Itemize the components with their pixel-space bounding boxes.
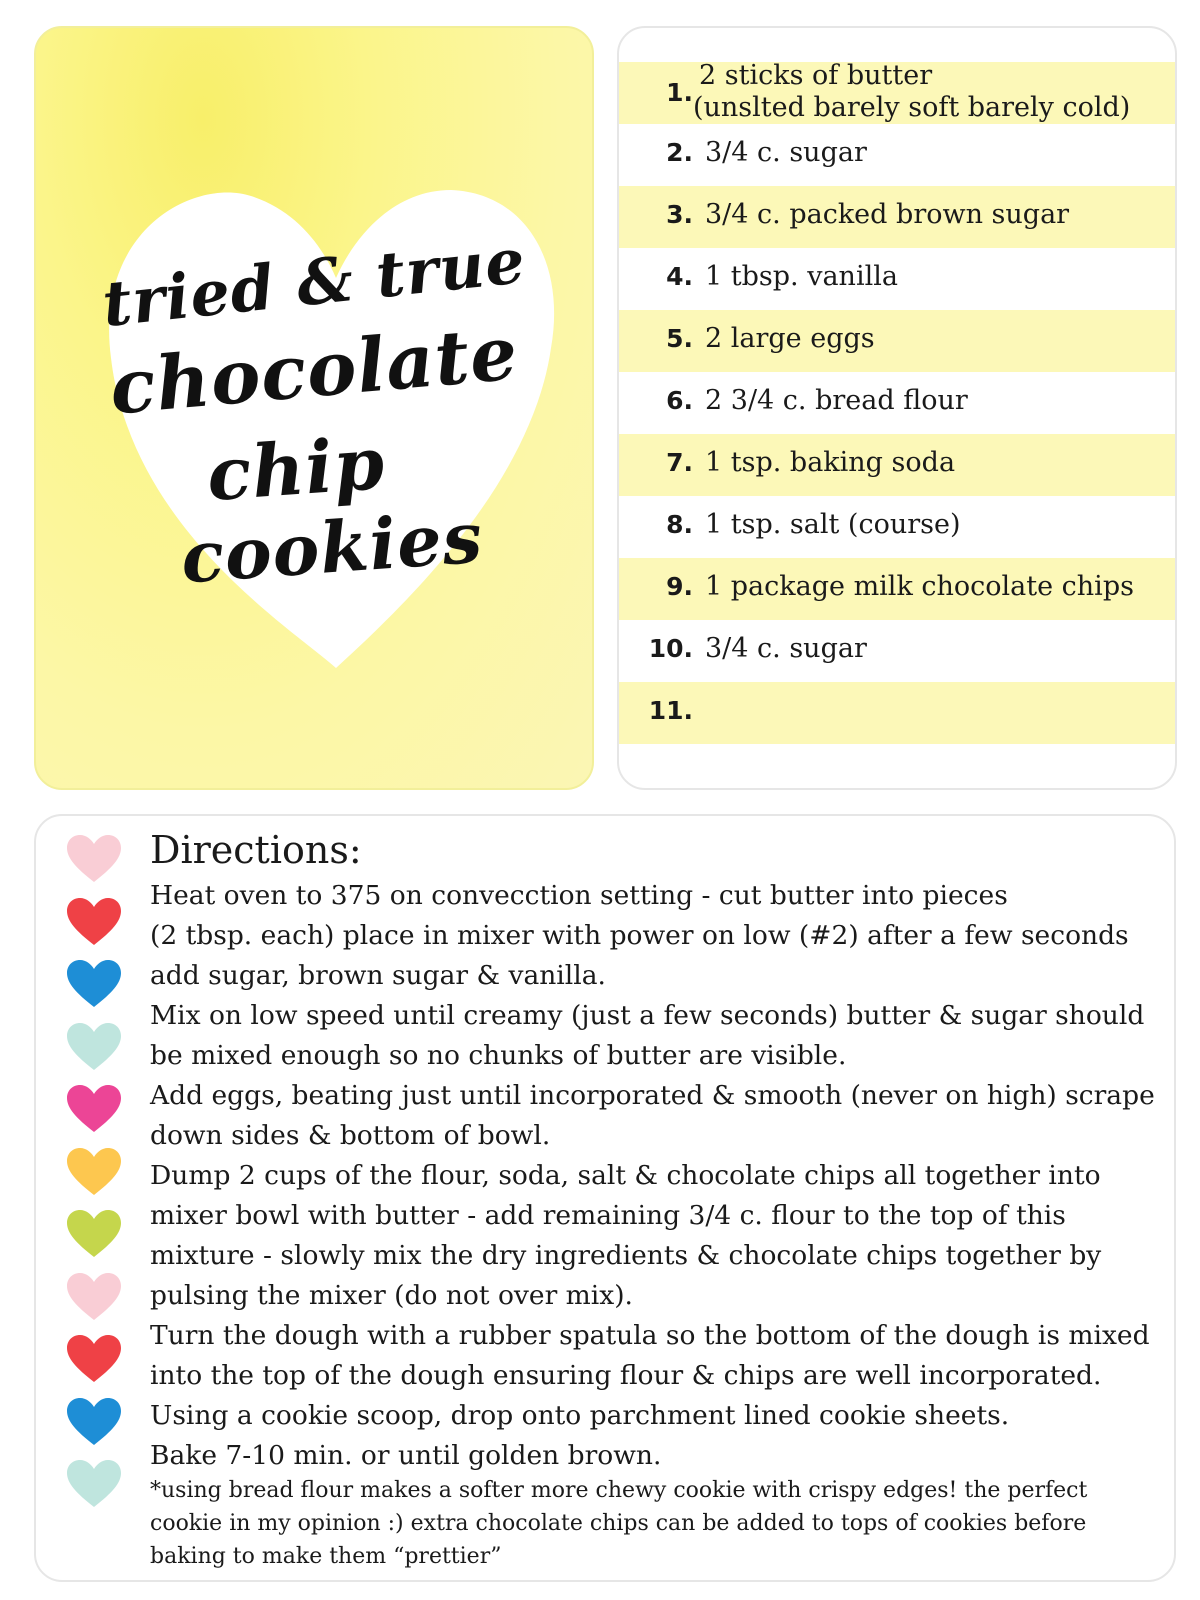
ingredient-text: 2 3/4 c. bread flour xyxy=(705,385,968,416)
ingredient-row xyxy=(619,248,1175,310)
heart-icon xyxy=(66,834,122,884)
ingredient-text: 1 tsp. salt (course) xyxy=(705,509,961,540)
ingredient-row xyxy=(619,62,1175,124)
ingredient-number: 2. xyxy=(666,138,693,167)
ingredient-text: 2 sticks of butter xyxy=(699,60,933,91)
ingredient-number: 3. xyxy=(666,200,693,229)
direction-line: Add eggs, beating just until incorporated & smooth (never on high) scrape xyxy=(150,1080,1155,1111)
direction-line: Bake 7-10 min. or until golden brown. xyxy=(150,1440,662,1471)
ingredient-number: 4. xyxy=(666,262,693,291)
ingredient-number: 10. xyxy=(648,634,693,663)
direction-line: Heat oven to 375 on convecction setting - cut butter into pieces xyxy=(150,880,1008,911)
direction-line: mixture - slowly mix the dry ingredients & chocolate chips together by xyxy=(150,1240,1102,1271)
heart-icon xyxy=(66,1084,122,1134)
heart-icon xyxy=(66,1334,122,1384)
ingredient-text: 3/4 c. sugar xyxy=(705,137,867,168)
ingredient-text: 2 large eggs xyxy=(705,323,875,354)
ingredient-number: 5. xyxy=(666,324,693,353)
direction-line: pulsing the mixer (do not over mix). xyxy=(150,1280,633,1311)
direction-line: down sides & bottom of bowl. xyxy=(150,1120,551,1151)
ingredient-row xyxy=(619,496,1175,558)
heart-icon xyxy=(66,1272,122,1322)
ingredient-row xyxy=(619,310,1175,372)
ingredient-text: 3/4 c. packed brown sugar xyxy=(705,199,1070,230)
ingredient-row xyxy=(619,124,1175,186)
note-line: *using bread flour makes a softer more chewy cookie with crispy edges! the perfect xyxy=(150,1478,1088,1503)
ingredient-row xyxy=(619,682,1175,744)
ingredient-number: 1. xyxy=(666,78,693,107)
ingredient-text: 1 tbsp. vanilla xyxy=(705,261,898,292)
ingredient-row xyxy=(619,372,1175,434)
title-line-4: cookies xyxy=(178,495,486,600)
direction-line: Using a cookie scoop, drop onto parchment lined cookie sheets. xyxy=(150,1400,1010,1431)
ingredient-number: 9. xyxy=(666,572,693,601)
note-line: baking to make them “prettier” xyxy=(150,1544,502,1569)
ingredient-row xyxy=(619,558,1175,620)
ingredient-row xyxy=(619,186,1175,248)
ingredient-text: 1 tsp. baking soda xyxy=(705,447,956,478)
ingredient-text: 3/4 c. sugar xyxy=(705,633,867,664)
ingredient-number: 11. xyxy=(648,696,693,725)
heart-icon xyxy=(66,959,122,1009)
heart-icon xyxy=(66,1209,122,1259)
direction-line: (2 tbsp. each) place in mixer with power on low (#2) after a few seconds xyxy=(150,920,1129,951)
title-line-2: chocolate xyxy=(106,310,522,432)
title-line-1: tried & true xyxy=(99,224,529,341)
ingredient-row xyxy=(619,620,1175,682)
ingredient-number: 6. xyxy=(666,386,693,415)
direction-line: Turn the dough with a rubber spatula so the bottom of the dough is mixed xyxy=(150,1320,1150,1351)
heart-icon xyxy=(66,1459,122,1509)
direction-line: be mixed enough so no chunks of butter are visible. xyxy=(150,1040,847,1071)
heart-icon xyxy=(66,1147,122,1197)
directions-card xyxy=(34,814,1176,1582)
ingredient-number: 7. xyxy=(666,448,693,477)
ingredient-row xyxy=(619,434,1175,496)
title-line-3: chip xyxy=(204,419,388,518)
direction-line: into the top of the dough ensuring flour & chips are well incorporated. xyxy=(150,1360,1102,1391)
ingredients-card xyxy=(617,26,1177,790)
heart-icon xyxy=(66,1022,122,1072)
ingredient-number: 8. xyxy=(666,510,693,539)
heart-column xyxy=(66,816,136,1580)
direction-line: Dump 2 cups of the flour, soda, salt & chocolate chips all together into xyxy=(150,1160,1101,1191)
direction-line: Mix on low speed until creamy (just a few seconds) butter & sugar should xyxy=(150,1000,1145,1031)
heart-icon xyxy=(66,1397,122,1447)
directions-note xyxy=(150,1474,1160,1573)
title-card xyxy=(34,26,594,790)
ingredient-text: (unslted barely soft barely cold) xyxy=(693,92,1131,123)
direction-line: mixer bowl with butter - add remaining 3/4 c. flour to the top of this xyxy=(150,1200,1066,1231)
direction-line: add sugar, brown sugar & vanilla. xyxy=(150,960,606,991)
directions-body xyxy=(150,876,1160,1476)
directions-heading: Directions: xyxy=(150,828,362,872)
ingredient-text: 1 package milk chocolate chips xyxy=(705,571,1134,602)
note-line: cookie in my opinion :) extra chocolate chips can be added to tops of cookies before xyxy=(150,1511,1087,1536)
heart-icon xyxy=(66,897,122,947)
